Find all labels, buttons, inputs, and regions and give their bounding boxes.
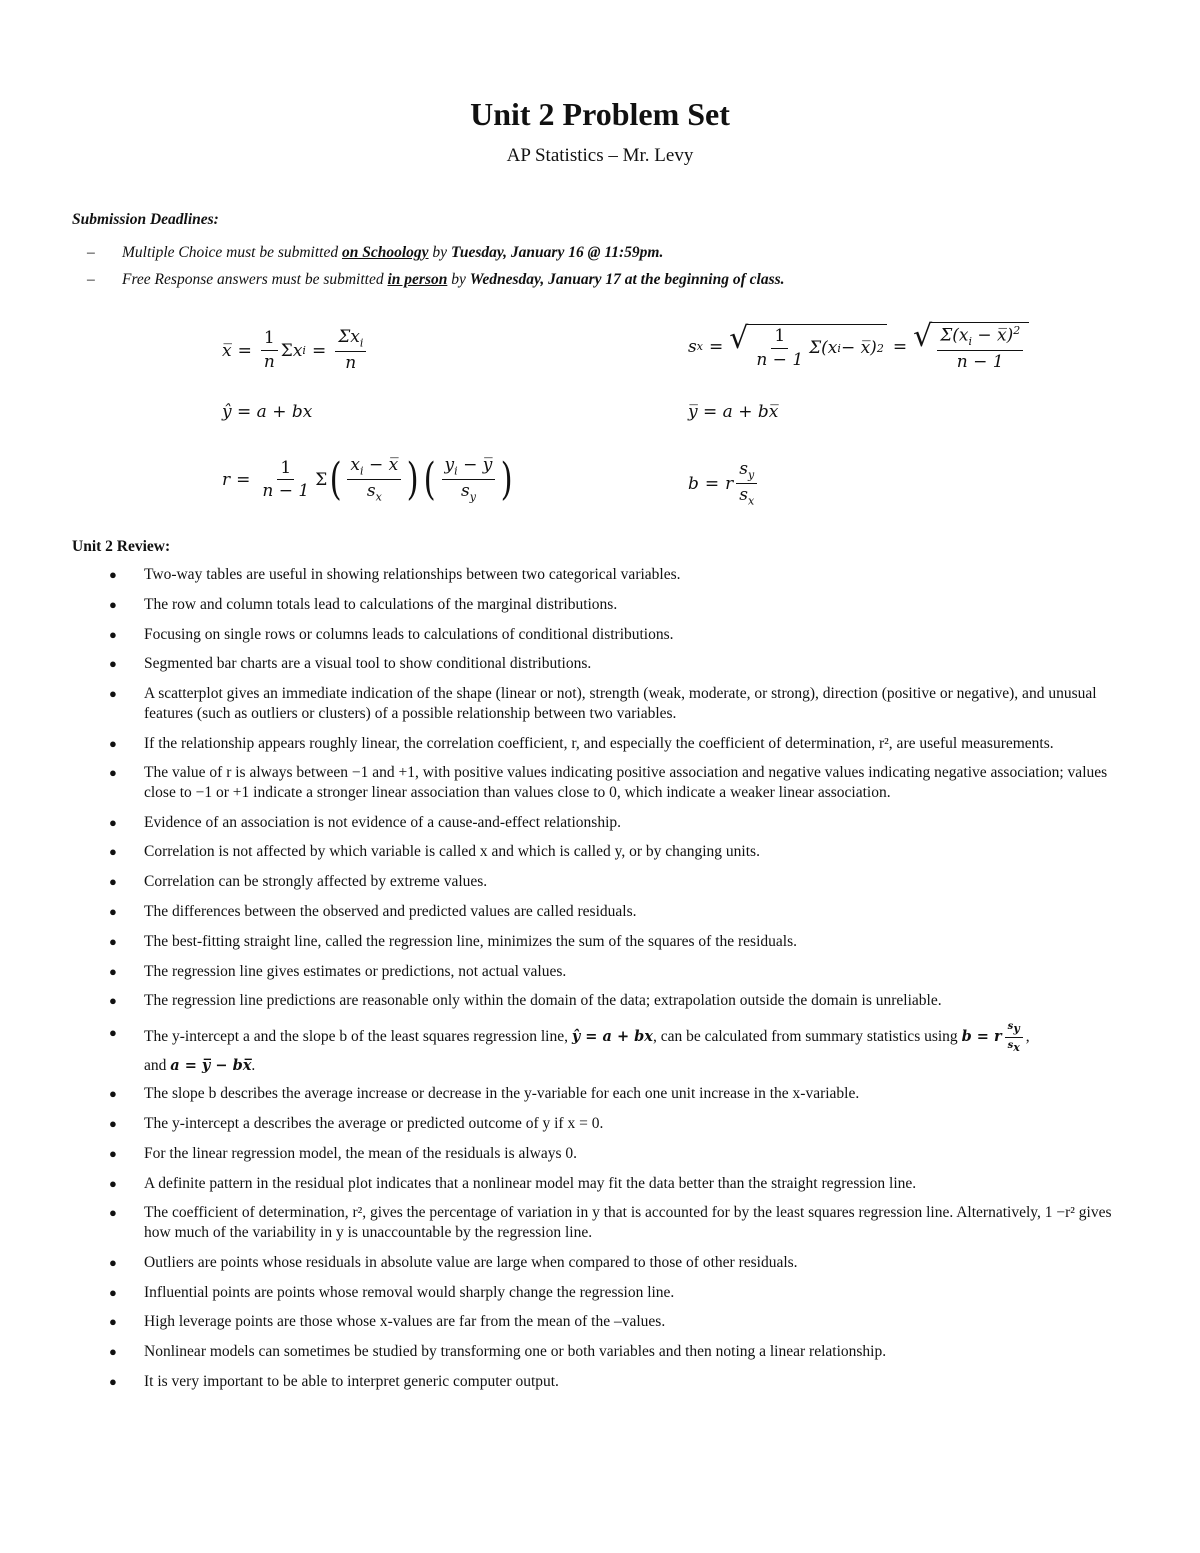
- dash-marker: –: [87, 271, 95, 288]
- deadline-item-multiple-choice: [72, 239, 1132, 266]
- formula-regression-line: ŷ = a + bx: [222, 402, 313, 422]
- review-item: ● The regression line predictions are reasonable only within the domain of the data; extrapolation outside the domain is unreliable.: [109, 992, 942, 1010]
- review-item: ● The slope b describes the average increase or decrease in the y-variable for each one unit increase in the x-variable.: [109, 1085, 860, 1103]
- deadline-location: in person: [387, 271, 448, 288]
- formula-slope: b = r $\frac{s_y}{s_x}$: [688, 460, 760, 508]
- review-item: ● Segmented bar charts are a visual tool to show conditional distributions.: [109, 655, 592, 673]
- dash-marker: –: [87, 244, 95, 261]
- review-item: ● The best-fitting straight line, called the regression line, minimizes the sum of the squares of the residuals.: [109, 932, 797, 950]
- square-root: √ $\frac{\Sigma(x_i - x̅)^2}{n - 1}$: [913, 322, 1029, 372]
- review-item: ● Nonlinear models can sometimes be studied by transforming one or both variables and then noting a linear relationship.: [109, 1343, 887, 1361]
- deadline-date: Tuesday, January 16 @ 11:59pm.: [450, 244, 664, 261]
- deadline-text: by: [447, 271, 470, 288]
- review-item: ● If the relationship appears roughly linear, the correlation coefficient, r, and especially the coefficient of determination, r², are useful measurements.: [109, 734, 1054, 752]
- deadline-location: on Schoology: [341, 244, 429, 261]
- review-item: ● For the linear regression model, the mean of the residuals is always 0.: [109, 1144, 578, 1162]
- review-item: ● A scatterplot gives an immediate indication of the shape (linear or not), strength (weak, moderate, or strong), direction (positive or negative), and unusual features (such as outliers or clusters) of a possible relationship between two variables.: [109, 685, 1097, 722]
- review-item-summary-statistics: ● The y-intercept a and the slope b of the least squares regression line, ŷ = a + bx, can be calculated from summary statistics using b = r $\frac{s_y}{s_x}$ , and a = y̅ − bx̅.: [109, 1021, 1030, 1075]
- formula-standard-deviation: s x = √ $\frac{1}{n - 1}$ Σ(x i − x̅) 2 = √ $\frac{\Sigma(x_i - x̅)^2}{n - 1}$: [688, 322, 1029, 372]
- deadlines-list: [72, 239, 1132, 293]
- review-heading: Unit 2 Review:: [72, 538, 171, 555]
- square-root: √ $\frac{1}{n - 1}$ Σ(x i − x̅) 2: [729, 324, 887, 369]
- review-item: ● The differences between the observed and predicted values are called residuals.: [109, 903, 637, 920]
- review-item: ● Correlation can be strongly affected by extreme values.: [109, 873, 488, 891]
- formula-correlation: r = $\frac{1}{n - 1}$ Σ ( $\frac{x_i - x̅}{s_x}$ ) ( $\frac{y_i - y̅}{s_y}$ ): [222, 453, 513, 505]
- review-item: ● The coefficient of determination, r², gives the percentage of variation in y that is accounted for by the least squares regression line. Alternatively, 1 −r² gives how much of the variability in y is unaccountable by the regression line.: [109, 1204, 1112, 1242]
- deadline-date: Wednesday, January 17 at the beginning of class.: [469, 271, 785, 288]
- review-item: ● High leverage points are those whose x-values are far from the mean of the –values.: [109, 1313, 666, 1331]
- unit-review: [72, 538, 1142, 1402]
- deadline-text: Multiple Choice must be submitted: [122, 244, 342, 261]
- review-item: ● Correlation is not affected by which variable is called x and which is called y, or by changing units.: [109, 843, 760, 861]
- fraction: $\frac{1}{n}$: [261, 329, 278, 371]
- formula-mean-point: y̅ = a + bx̅: [688, 402, 779, 422]
- deadline-text: Free Response answers must be submitted: [122, 271, 388, 288]
- review-item: ● Influential points are points whose removal would sharply change the regression line.: [109, 1283, 675, 1301]
- formula-mean: x̅ = $\frac{1}{n}$ Σ x i = $\frac{\Sigma x_i}{n}$: [222, 328, 369, 373]
- review-item: ● A definite pattern in the residual plot indicates that a nonlinear model may fit the data better than the straight regression line.: [109, 1174, 917, 1192]
- page-subtitle: AP Statistics – Mr. Levy: [506, 145, 694, 166]
- deadline-text: by: [428, 244, 451, 261]
- review-item: ● Focusing on single rows or columns leads to calculations of conditional distributions.: [109, 625, 674, 643]
- review-item: ● Outliers are points whose residuals in absolute value are large when compared to those of other residuals.: [109, 1253, 798, 1271]
- fraction: $\frac{\Sigma x_i}{n}$: [335, 328, 366, 373]
- review-item: ● It is very important to be able to interpret generic computer output.: [109, 1372, 559, 1390]
- formula-mean-lhs: x̅: [222, 340, 232, 361]
- submission-deadlines: [72, 211, 1132, 293]
- review-item: ● The y-intercept a describes the average or predicted outcome of y if x = 0.: [109, 1115, 604, 1133]
- review-item: ● The value of r is always between −1 and +1, with positive values indicating positive association and negative values indicating negative association; values close to −1 or +1 indicate a stronger linear association than values close to 0, which indicate a weaker linear association.: [109, 764, 1108, 801]
- review-item: ● Two-way tables are useful in showing relationships between two categorical variables.: [109, 566, 681, 583]
- review-list: [72, 565, 1142, 1392]
- review-item: ● The row and column totals lead to calculations of the marginal distributions.: [109, 595, 618, 613]
- deadlines-heading: Submission Deadlines:: [72, 211, 219, 228]
- page-title: Unit 2 Problem Set: [470, 96, 730, 132]
- review-item: ● The regression line gives estimates or predictions, not actual values.: [109, 962, 567, 980]
- deadline-item-free-response: [72, 266, 1132, 293]
- review-item: ● Evidence of an association is not evidence of a cause-and-effect relationship.: [109, 813, 622, 831]
